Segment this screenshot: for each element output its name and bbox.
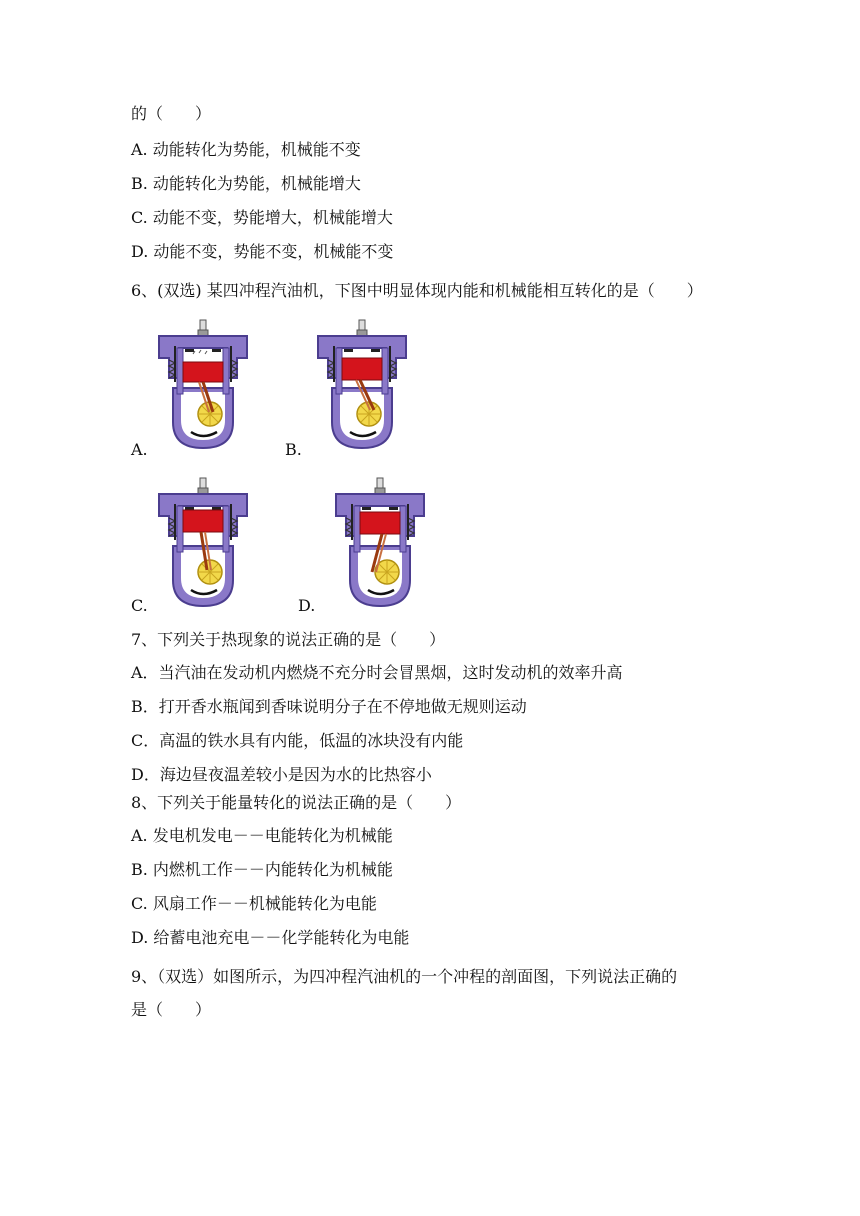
q6-label-a: A. bbox=[131, 440, 148, 459]
engine-diagram-b bbox=[314, 318, 410, 450]
q8-option-d: D. 给蓄电池充电－－化学能转化为电能 bbox=[131, 928, 410, 947]
q6-label-b: B. bbox=[285, 440, 302, 459]
q9-stem-line1: 9、（双选）如图所示，为四冲程汽油机的一个冲程的剖面图，下列说法正确的 bbox=[131, 967, 678, 986]
q5-tail: 的（ ） bbox=[131, 104, 212, 123]
q7-option-b: B．打开香水瓶闻到香味说明分子在不停地做无规则运动 bbox=[131, 697, 527, 716]
q8-stem: 8、下列关于能量转化的说法正确的是（ ） bbox=[131, 793, 462, 812]
q6-label-c: C. bbox=[131, 596, 148, 615]
engine-diagram-d bbox=[332, 476, 428, 608]
q7-option-c: C．高温的铁水具有内能，低温的冰块没有内能 bbox=[131, 731, 464, 750]
q9-stem-line2: 是（ ） bbox=[131, 1000, 212, 1019]
q6-label-d: D. bbox=[298, 596, 316, 615]
q8-option-a: A. 发电机发电－－电能转化为机械能 bbox=[131, 826, 393, 845]
q8-option-b: B. 内燃机工作－－内能转化为机械能 bbox=[131, 860, 393, 879]
q7-stem: 7、下列关于热现象的说法正确的是（ ） bbox=[131, 630, 446, 649]
q5-option-a: A. 动能转化为势能，机械能不变 bbox=[131, 140, 361, 159]
q7-option-a: A．当汽油在发动机内燃烧不充分时会冒黑烟，这时发动机的效率升高 bbox=[131, 663, 623, 682]
q5-option-c: C. 动能不变，势能增大，机械能增大 bbox=[131, 208, 393, 227]
q5-option-d: D. 动能不变，势能不变，机械能不变 bbox=[131, 242, 394, 261]
engine-diagram-c bbox=[155, 476, 251, 608]
q6-stem: 6、(双选) 某四冲程汽油机，下图中明显体现内能和机械能相互转化的是（ ） bbox=[131, 281, 703, 300]
engine-diagram-a bbox=[155, 318, 251, 450]
q5-option-b: B. 动能转化为势能，机械能增大 bbox=[131, 174, 361, 193]
q8-option-c: C. 风扇工作－－机械能转化为电能 bbox=[131, 894, 377, 913]
q7-option-d: D．海边昼夜温差较小是因为水的比热容小 bbox=[131, 765, 432, 784]
